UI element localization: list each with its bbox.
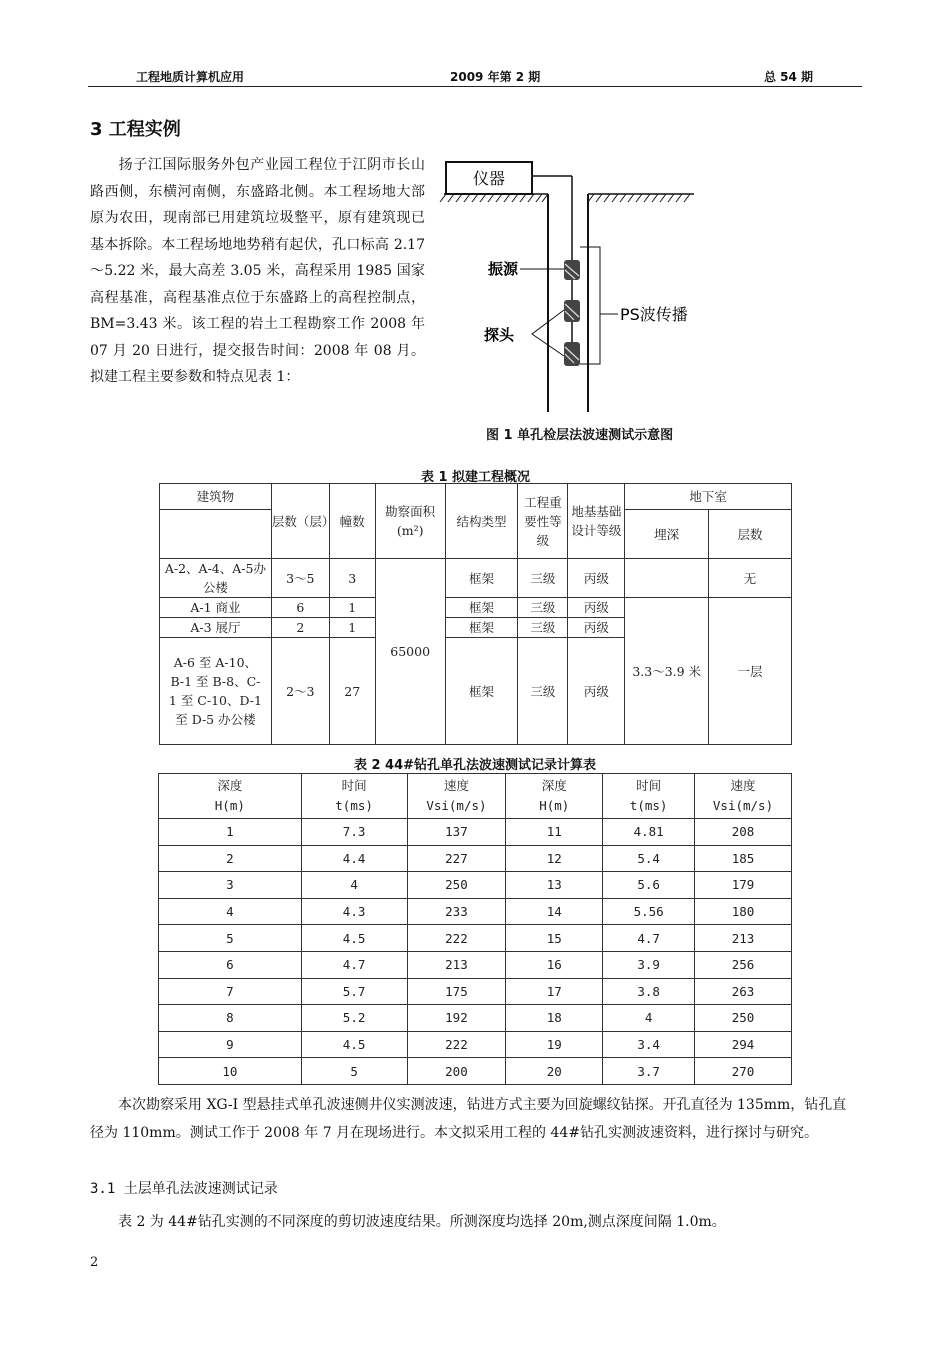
result-text: 表 2 为 44#钻孔实测的不同深度的剪切波速度结果。所测深度均选择 20m,测点深度间隔 1.0m。 bbox=[118, 1214, 726, 1230]
intro-paragraph bbox=[90, 152, 425, 391]
table-row: 5 4.5 222 15 4.7 213 bbox=[159, 925, 792, 952]
instrument-label: 仪器 bbox=[472, 169, 506, 188]
table-row: A-1 商业 6 1 框架 三级 丙级 3.3～3.9 米 一层 bbox=[160, 598, 792, 618]
result-paragraph bbox=[90, 1208, 860, 1236]
header-cell: 结构类型 bbox=[445, 484, 518, 559]
header-cell: 速度 Vsi(m/s) bbox=[695, 774, 792, 819]
header-cell: 埋深 bbox=[625, 510, 709, 559]
section-title: 3 工程实例 bbox=[90, 119, 181, 140]
basement-depth-cell: 3.3～3.9 米 bbox=[625, 598, 709, 745]
area-cell: 65000 bbox=[375, 559, 445, 745]
table-row: A-6 至 A-10、B-1 至 B-8、C-1 至 C-10、D-1 至 D-5 办公楼 2～3 27 框架 三级 丙级 bbox=[160, 638, 792, 745]
header-cell: 工程重要性等级 bbox=[518, 484, 568, 559]
journal-name: 工程地质计算机应用 bbox=[136, 70, 245, 84]
header-cell: 幢数 bbox=[329, 484, 375, 559]
subsection-title: 3.1 土层单孔法波速测试记录 bbox=[90, 1181, 278, 1197]
ground-hatch bbox=[440, 194, 690, 202]
total-issue: 总 54 期 bbox=[764, 70, 814, 84]
table-row: 9 4.5 222 19 3.4 294 bbox=[159, 1031, 792, 1058]
probe-upper bbox=[564, 300, 580, 322]
ps-bracket bbox=[580, 247, 600, 364]
header-cell: 建筑物 bbox=[160, 484, 272, 510]
table-row: 3 4 250 13 5.6 179 bbox=[159, 872, 792, 899]
header-cell: 时间 t(ms) bbox=[301, 774, 407, 819]
source-unit bbox=[564, 260, 580, 280]
wave-velocity-table bbox=[158, 773, 792, 1085]
method-paragraph bbox=[90, 1091, 860, 1147]
ps-wave-label: PS波传播 bbox=[620, 305, 688, 324]
running-header bbox=[88, 66, 862, 87]
table-row: 8 5.2 192 18 4 250 bbox=[159, 1005, 792, 1032]
header-cell: 地下室 bbox=[625, 484, 792, 510]
table-row: 2 4.4 227 12 5.4 185 bbox=[159, 845, 792, 872]
table-row: 6 4.7 213 16 3.9 256 bbox=[159, 951, 792, 978]
table-row: A-3 展厅 2 1 框架 三级 丙级 bbox=[160, 618, 792, 638]
header-cell: 时间 t(ms) bbox=[603, 774, 695, 819]
header-cell: 速度 Vsi(m/s) bbox=[407, 774, 506, 819]
empty-cell bbox=[160, 510, 272, 559]
table1-caption: 表 1 拟建工程概况 bbox=[420, 470, 531, 485]
project-overview-table bbox=[159, 483, 792, 745]
header-cell: 勘察面积 (m²) bbox=[375, 484, 445, 559]
header-cell: 地基基础设计等级 bbox=[568, 484, 625, 559]
basement-floors-cell: 一层 bbox=[709, 598, 792, 745]
issue-label: 2009 年第 2 期 bbox=[450, 70, 541, 84]
method-text: 本次勘察采用 XG-I 型悬挂式单孔波速侧井仪实测波速，钻进方式主要为回旋螺纹钻探。开孔直径为 135mm，钻孔直径为 110mm。测试工作于 2008 年 7 月在现场进行。本文拟采用工程的 44#钻孔实测波速资料，进行探讨与研究。 bbox=[90, 1097, 847, 1141]
header-cell: 层数 bbox=[709, 510, 792, 559]
table-row: 4 4.3 233 14 5.56 180 bbox=[159, 898, 792, 925]
header-cell: 层数（层） bbox=[271, 484, 329, 559]
table-row: 7 5.7 175 17 3.8 263 bbox=[159, 978, 792, 1005]
table-header-row bbox=[159, 774, 792, 819]
intro-text: 扬子江国际服务外包产业园工程位于江阴市长山路西侧，东横河南侧，东盛路北侧。本工程场地大部原为农田，现南部已用建筑垃圾整平，原有建筑现已基本拆除。本工程场地地势稍有起伏，孔口标高 2.17～5.22 米，最大高差 3.05 米，高程采用 1985 国家高程基准，高程基准点位于东盛路上的高程控制点，BM=3.43 米。该工程的岩土工程勘察工作 2008 年 07 月 20 日进行，提交报告时间：2008 年 08 月。拟建工程主要参数和特点见表 1： bbox=[90, 157, 425, 385]
table-row: A-2、A-4、A-5办公楼 3～5 3 65000 框架 三级 丙级 无 bbox=[160, 559, 792, 598]
table-row: 10 5 200 20 3.7 270 bbox=[159, 1058, 792, 1085]
empty-cell bbox=[625, 559, 709, 598]
borehole-diagram bbox=[432, 150, 732, 440]
source-label: 振源 bbox=[488, 260, 519, 278]
table-row: 1 7.3 137 11 4.81 208 bbox=[159, 819, 792, 846]
header-cell: 深度 H(m) bbox=[159, 774, 302, 819]
header-cell: 深度 H(m) bbox=[506, 774, 603, 819]
probe-lower bbox=[564, 342, 580, 366]
page-number: 2 bbox=[90, 1255, 99, 1270]
probe-label: 探头 bbox=[484, 326, 515, 344]
table2-caption: 表 2 44#钻孔单孔法波速测试记录计算表 bbox=[353, 758, 597, 773]
figure-caption: 图 1 单孔检层法波速测试示意图 bbox=[486, 428, 674, 443]
